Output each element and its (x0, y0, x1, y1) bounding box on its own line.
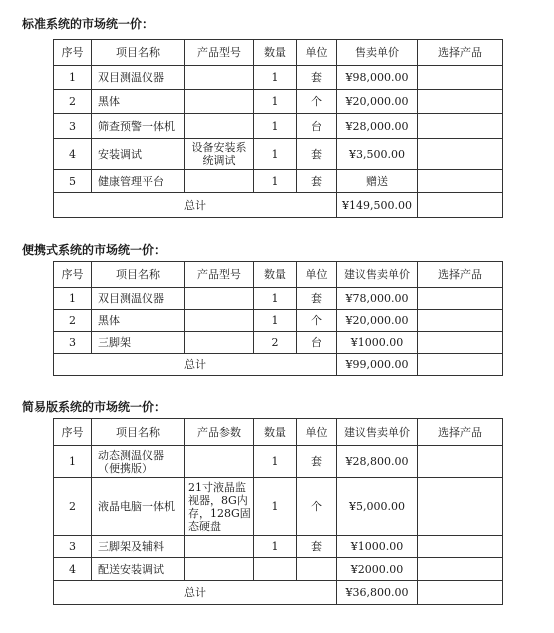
total-select (418, 581, 503, 605)
cell-select[interactable] (418, 310, 503, 332)
cell-qty: 1 (254, 90, 297, 114)
cell-select[interactable] (418, 332, 503, 354)
cell-name: 安装调试 (92, 139, 185, 170)
cell-name: 黑体 (92, 310, 185, 332)
cell-unit: 个 (297, 310, 337, 332)
cell-model (185, 90, 254, 114)
cell-qty: 1 (254, 288, 297, 310)
cell-qty: 1 (254, 139, 297, 170)
cell-qty: 1 (254, 66, 297, 90)
cell-model (185, 66, 254, 90)
table-row (54, 90, 503, 114)
table-row (54, 310, 503, 332)
cell-model (185, 170, 254, 193)
cell-price: ¥5,000.00 (337, 478, 418, 536)
cell-unit: 套 (297, 446, 337, 478)
price-table-portable (53, 261, 503, 376)
cell-no: 1 (54, 446, 92, 478)
total-row (54, 193, 503, 218)
header-select: 选择产品 (418, 262, 503, 288)
table-header-row (54, 419, 503, 446)
cell-no: 3 (54, 114, 92, 139)
cell-name: 液晶电脑一体机 (92, 478, 185, 536)
cell-price: ¥1000.00 (337, 536, 418, 558)
header-select: 选择产品 (418, 419, 503, 446)
cell-price: ¥98,000.00 (337, 66, 418, 90)
header-unit: 单位 (297, 262, 337, 288)
cell-model (185, 114, 254, 139)
cell-name: 双目测温仪器 (92, 288, 185, 310)
table-header-row (54, 40, 503, 66)
cell-model (185, 310, 254, 332)
cell-price: 赠送 (337, 170, 418, 193)
total-label: 总计 (54, 193, 337, 218)
header-price: 售卖单价 (337, 40, 418, 66)
table-row (54, 332, 503, 354)
header-no: 序号 (54, 262, 92, 288)
price-table-standard (53, 39, 503, 218)
cell-name: 三脚架及辅料 (92, 536, 185, 558)
cell-unit: 套 (297, 170, 337, 193)
cell-select[interactable] (418, 139, 503, 170)
cell-model (185, 558, 254, 581)
cell-select[interactable] (418, 114, 503, 139)
total-select (418, 354, 503, 376)
cell-no: 3 (54, 536, 92, 558)
cell-name: 筛查预警一体机 (92, 114, 185, 139)
cell-no: 4 (54, 558, 92, 581)
header-name: 项目名称 (92, 262, 185, 288)
cell-select[interactable] (418, 90, 503, 114)
total-row (54, 581, 503, 605)
cell-qty: 1 (254, 310, 297, 332)
cell-select[interactable] (418, 478, 503, 536)
cell-model (185, 288, 254, 310)
section-title-portable: 便携式系统的市场统一价： (22, 243, 167, 257)
cell-unit: 台 (297, 332, 337, 354)
cell-select[interactable] (418, 446, 503, 478)
cell-price: ¥3,500.00 (337, 139, 418, 170)
section-title-simple: 简易版系统的市场统一价： (22, 400, 167, 414)
header-select: 选择产品 (418, 40, 503, 66)
cell-no: 1 (54, 288, 92, 310)
cell-qty: 1 (254, 446, 297, 478)
cell-name: 三脚架 (92, 332, 185, 354)
cell-qty: 1 (254, 536, 297, 558)
total-value: ¥149,500.00 (337, 193, 418, 218)
header-price: 建议售卖单价 (337, 262, 418, 288)
cell-name: 配送安装调试 (92, 558, 185, 581)
table-row (54, 66, 503, 90)
cell-no: 1 (54, 66, 92, 90)
cell-model (185, 446, 254, 478)
cell-qty: 1 (254, 114, 297, 139)
cell-no: 4 (54, 139, 92, 170)
cell-model: 21寸液晶监视器，8G内存，128G固态硬盘 (185, 478, 254, 536)
header-qty: 数量 (254, 262, 297, 288)
cell-no: 2 (54, 478, 92, 536)
header-price: 建议售卖单价 (337, 419, 418, 446)
header-name: 项目名称 (92, 40, 185, 66)
total-select (418, 193, 503, 218)
table-row (54, 446, 503, 478)
cell-name: 动态测温仪器（便携版） (92, 446, 185, 478)
cell-no: 2 (54, 310, 92, 332)
price-table-simple (53, 418, 503, 605)
cell-no: 2 (54, 90, 92, 114)
cell-unit (297, 558, 337, 581)
header-unit: 单位 (297, 419, 337, 446)
cell-select[interactable] (418, 66, 503, 90)
table-row (54, 478, 503, 536)
total-value: ¥99,000.00 (337, 354, 418, 376)
cell-name: 健康管理平台 (92, 170, 185, 193)
cell-price: ¥28,000.00 (337, 114, 418, 139)
header-qty: 数量 (254, 419, 297, 446)
header-qty: 数量 (254, 40, 297, 66)
header-no: 序号 (54, 40, 92, 66)
header-model: 产品参数 (185, 419, 254, 446)
cell-unit: 个 (297, 90, 337, 114)
cell-price: ¥20,000.00 (337, 310, 418, 332)
cell-unit: 套 (297, 288, 337, 310)
table-row (54, 288, 503, 310)
cell-name: 双目测温仪器 (92, 66, 185, 90)
cell-price: ¥2000.00 (337, 558, 418, 581)
total-label: 总计 (54, 354, 337, 376)
cell-select[interactable] (418, 536, 503, 558)
header-name: 项目名称 (92, 419, 185, 446)
header-model: 产品型号 (185, 40, 254, 66)
table-row (54, 139, 503, 170)
cell-unit: 个 (297, 478, 337, 536)
cell-price: ¥28,800.00 (337, 446, 418, 478)
cell-no: 3 (54, 332, 92, 354)
header-no: 序号 (54, 419, 92, 446)
total-row (54, 354, 503, 376)
cell-select[interactable] (418, 170, 503, 193)
cell-price: ¥78,000.00 (337, 288, 418, 310)
cell-unit: 台 (297, 114, 337, 139)
cell-unit: 套 (297, 66, 337, 90)
table-header-row (54, 262, 503, 288)
table-row (54, 536, 503, 558)
cell-no: 5 (54, 170, 92, 193)
section-title-standard: 标准系统的市场统一价： (22, 17, 155, 31)
table-row (54, 170, 503, 193)
header-unit: 单位 (297, 40, 337, 66)
header-model: 产品型号 (185, 262, 254, 288)
table-row (54, 114, 503, 139)
cell-name: 黑体 (92, 90, 185, 114)
cell-qty: 2 (254, 332, 297, 354)
cell-price: ¥20,000.00 (337, 90, 418, 114)
cell-qty: 1 (254, 170, 297, 193)
cell-unit: 套 (297, 536, 337, 558)
cell-model (185, 536, 254, 558)
cell-select[interactable] (418, 558, 503, 581)
cell-unit: 套 (297, 139, 337, 170)
cell-qty (254, 558, 297, 581)
cell-model (185, 332, 254, 354)
cell-select[interactable] (418, 288, 503, 310)
total-value: ¥36,800.00 (337, 581, 418, 605)
total-label: 总计 (54, 581, 337, 605)
cell-price: ¥1000.00 (337, 332, 418, 354)
cell-qty: 1 (254, 478, 297, 536)
table-row (54, 558, 503, 581)
cell-model: 设备安装系统调试 (185, 139, 254, 170)
